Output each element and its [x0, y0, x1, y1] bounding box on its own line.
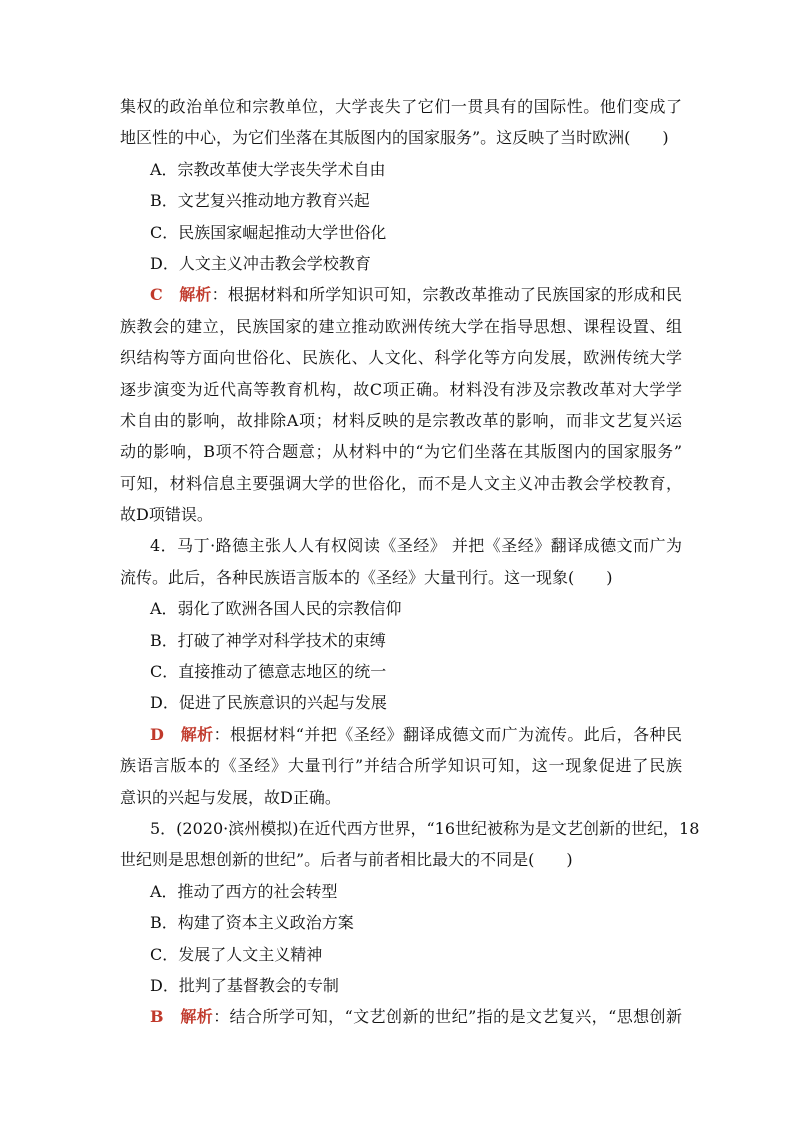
analysis-line: 意识的兴起与发展，故D正确。	[120, 787, 341, 807]
analysis-label: 解析	[180, 1007, 214, 1027]
question-stem-line: 地区性的中心，为它们坐落在其版图内的国家服务”。这反映了当时欧洲( )	[120, 128, 669, 148]
analysis-text: ：根据材料“并把《圣经》翻译成德文而广为流传。此后，各种民	[213, 724, 682, 744]
analysis-text: ：根据材料和所学知识可知，宗教改革推动了民族国家的形成和民	[211, 285, 682, 305]
analysis-first-line	[120, 719, 682, 750]
analysis-first-line	[120, 279, 682, 310]
analysis-label: 解析	[179, 285, 212, 305]
option-d: D．批判了基督教会的专制	[150, 975, 339, 995]
analysis-first-line	[120, 1001, 682, 1032]
question-stem-line: 集权的政治单位和宗教单位，大学丧失了它们一贯具有的国际性。他们变成了	[120, 97, 682, 116]
question-4	[120, 530, 682, 813]
answer-letter: D	[150, 724, 164, 744]
option-b: B．构建了资本主义政治方案	[150, 913, 354, 933]
answer-letter: B	[150, 1007, 164, 1027]
question-stem-line: 5．(2020·滨州模拟)在近代西方世界，“16世纪被称为是文艺创新的世纪，18	[150, 818, 700, 838]
analysis-line: 故D项错误。	[120, 505, 213, 525]
option-d: D．人文主义冲击教会学校教育	[150, 253, 371, 273]
question-stem-line: 4．马丁·路德主张人人有权阅读《圣经》 并把《圣经》翻译成德文而广为	[150, 536, 682, 556]
option-d: D．促进了民族意识的兴起与发展	[150, 693, 387, 713]
option-a: A．推动了西方的社会转型	[150, 881, 338, 901]
answer-letter: C	[150, 285, 163, 305]
option-c: C．直接推动了德意志地区的统一	[150, 662, 387, 682]
question-stem-line: 流传。此后，各种民族语言版本的《圣经》大量刊行。这一现象( )	[120, 567, 613, 587]
option-c: C．民族国家崛起推动大学世俗化	[150, 222, 387, 242]
option-c: C．发展了人文主义精神	[150, 944, 323, 964]
option-a: A．弱化了欧洲各国人民的宗教信仰	[150, 599, 402, 619]
analysis-label: 解析	[180, 724, 214, 744]
option-b: B．打破了神学对科学技术的束缚	[150, 630, 386, 650]
analysis-line: 织结构等方面向世俗化、民族化、人文化、科学化等方向发展，欧洲传统大学	[120, 348, 682, 368]
option-b: B．文艺复兴推动地方教育兴起	[150, 191, 370, 211]
question-5	[120, 813, 700, 1033]
analysis-text: ：结合所学可知，“文艺创新的世纪”指的是文艺复兴，“思想创新	[213, 1007, 682, 1027]
analysis-line: 族语言版本的《圣经》大量刊行”并结合所学知识可知，这一现象促进了民族	[120, 756, 682, 776]
question-3	[120, 91, 682, 530]
question-stem-line: 世纪则是思想创新的世纪”。后者与前者相比最大的不同是( )	[120, 850, 573, 870]
analysis-line: 可知，材料信息主要强调大学的世俗化，而不是人文主义冲击教会学校教育，	[120, 473, 682, 493]
analysis-line: 族教会的建立，民族国家的建立推动欧洲传统大学在指导思想、课程设置、组	[120, 316, 682, 336]
option-a: A．宗教改革使大学丧失学术自由	[150, 159, 386, 179]
analysis-line: 逐步演变为近代高等教育机构，故C项正确。材料没有涉及宗教改革对大学学	[120, 379, 682, 399]
analysis-line: 术自由的影响，故排除A项；材料反映的是宗教改革的影响，而非文艺复兴运	[120, 410, 682, 430]
analysis-line: 动的影响，B项不符合题意；从材料中的“为它们坐落在其版图内的国家服务”	[120, 442, 682, 462]
